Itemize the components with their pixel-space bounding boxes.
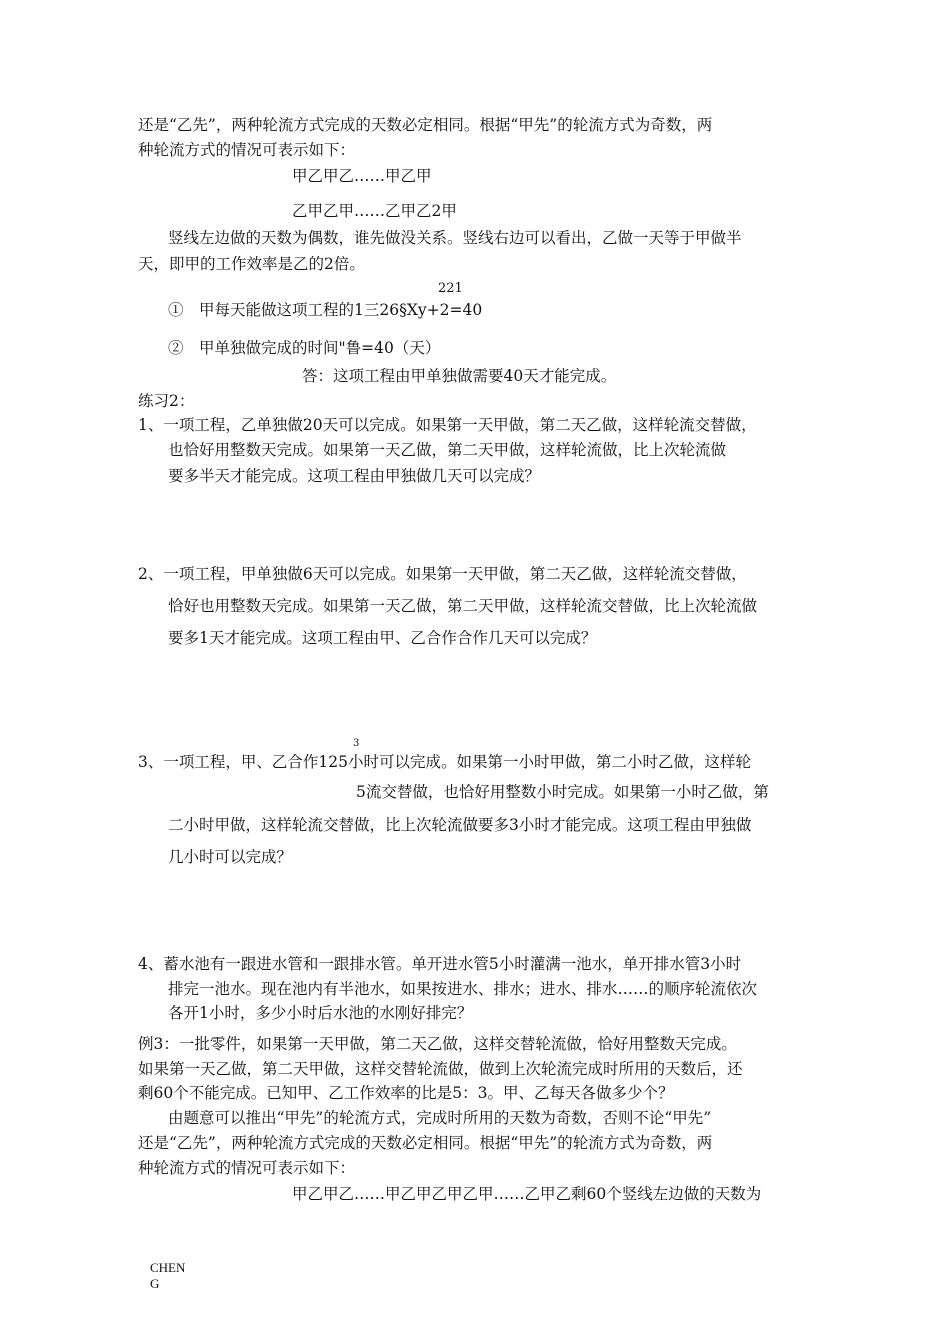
question-4-line-1: 4、蓄水池有一跟进水管和一跟排水管。单开进水管5小时灌满一池水，单开排水管3小时: [138, 955, 742, 973]
solution-step-1: ① 甲每天能做这项工程的1三26§Xy+2=40: [168, 301, 483, 319]
footer-text-line-2: G: [150, 1276, 160, 1291]
question-1-line-3: 要多半天才能完成。这项工程由甲独做几天可以完成？: [168, 467, 541, 485]
sequence-jia-first: 甲乙甲乙……甲乙甲: [292, 167, 432, 185]
example-3-explanation-1: 由题意可以推出“甲先”的轮流方式，完成时所用的天数为奇数，否则不论“甲先”: [168, 1109, 712, 1127]
practice-heading: 练习2：: [138, 392, 195, 410]
question-3-line-4: 几小时可以完成？: [168, 848, 293, 866]
example-3-sequence: 甲乙甲乙……甲乙甲乙甲乙甲……乙甲乙剩60个竖线左边做的天数为: [292, 1185, 762, 1203]
question-3-line-3: 二小时甲做，这样轮流交替做，比上次轮流做要多3小时才能完成。这项工程由甲独做: [168, 816, 752, 834]
question-2-line-1: 2、一项工程，甲单独做6天可以完成。如果第一天甲做，第二天乙做，这样轮流交替做，: [138, 565, 747, 583]
explanation-line-2: 天，即甲的工作效率是乙的2倍。: [138, 255, 365, 273]
question-4-line-3: 各开1小时，多少小时后水池的水刚好排完？: [168, 1004, 473, 1022]
question-1-line-1: 1、一项工程，乙单独做20天可以完成。如果第一天甲做，第二天乙做，这样轮流交替做，: [138, 416, 757, 434]
question-1-line-2: 也恰好用整数天完成。如果第一天乙做，第二天甲做，这样轮流做，比上次轮流做: [168, 441, 727, 459]
question-2-line-2: 恰好也用整数天完成。如果第一天乙做，第二天甲做，这样轮流交替做，比上次轮流做: [168, 597, 758, 615]
example-3-line-1: 例3：一批零件，如果第一天甲做，第二天乙做，这样交替轮流做，恰好用整数天完成。: [138, 1035, 737, 1053]
solution-step-2: ② 甲单独做完成的时间"鲁=40（天）: [168, 339, 441, 357]
question-3-superscript: 3: [353, 738, 360, 749]
example-3-line-3: 剩60个不能完成。已知甲、乙工作效率的比是5：3。甲、乙每天各做多少个？: [138, 1084, 674, 1102]
footer-text-line-1: CHEN: [150, 1260, 186, 1275]
answer-line: 答：这项工程由甲单独做需要40天才能完成。: [302, 367, 617, 385]
question-2-line-3: 要多1天才能完成。这项工程由甲、乙合作合作几天可以完成？: [168, 629, 597, 647]
example-3-explanation-3: 种轮流方式的情况可表示如下：: [138, 1159, 356, 1177]
fraction-numerators: 221: [438, 281, 463, 296]
question-3-line-2: 5流交替做，也恰好用整数小时完成。如果第一小时乙做，第: [356, 783, 769, 801]
explanation-line-1: 竖线左边做的天数为偶数，谁先做没关系。竖线右边可以看出，乙做一天等于甲做半: [168, 229, 742, 247]
intro-line-2: 种轮流方式的情况可表示如下：: [138, 141, 356, 159]
question-3-line-1: 3、一项工程，甲、乙合作125小时可以完成。如果第一小时甲做，第二小时乙做，这样轮: [138, 753, 751, 771]
example-3-line-2: 如果第一天乙做，第二天甲做，这样交替轮流做，做到上次轮流完成时所用的天数后，还: [138, 1060, 743, 1078]
example-3-explanation-2: 还是“乙先”，两种轮流方式完成的天数必定相同。根据“甲先”的轮流方式为奇数，两: [138, 1134, 713, 1152]
question-4-line-2: 排完一池水。现在池内有半池水，如果按进水、排水；进水、排水……的顺序轮流依次: [168, 980, 758, 998]
sequence-yi-first: 乙甲乙甲……乙甲乙2甲: [292, 202, 457, 220]
intro-line-1: 还是“乙先”，两种轮流方式完成的天数必定相同。根据“甲先”的轮流方式为奇数，两: [138, 116, 713, 134]
